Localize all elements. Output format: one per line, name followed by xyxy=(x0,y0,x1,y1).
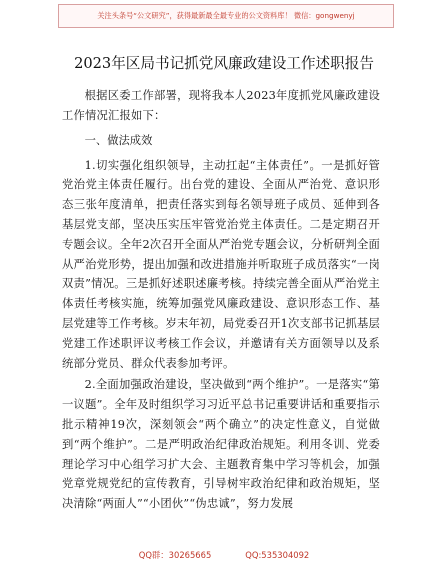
qq-group-text: QQ群：30265665 xyxy=(138,550,212,560)
intro-paragraph: 根据区委工作部署，现将我本人2023年度抓党风廉政建设工作情况汇报如下： xyxy=(62,89,380,122)
section-heading: 一、做法成效 xyxy=(84,133,153,147)
paragraph-2: 2.全面加强政治建设，坚决做到“两个维护”。一是落实“第一议题”。全年及时组织学习习近平总书记重要讲话和重要指示批示精神19次，深刻领会“两个确立”的决定性意义，自觉做到“两个维护”。二是严明政治纪律政治规矩。利用冬训、党委理论学习中心组学习扩大会、主题教育集中学习等机会，加强党章党规党纪的宣传教育，引导树牢政治纪律和政治规矩，坚决清除“两面人”“小团伙”“伪忠诚”，努力发展 xyxy=(62,378,380,511)
promo-banner-text: 关注头条号“公文研究”，获得最新最全最专业的公文资料库！ 微信：gongwenyj xyxy=(97,11,355,20)
qq-text: QQ:535304092 xyxy=(245,550,310,560)
contact-footer xyxy=(0,549,448,561)
document-title: 2023年区局书记抓党风廉政建设工作述职报告 xyxy=(74,55,374,72)
promo-banner xyxy=(58,4,394,28)
document-body xyxy=(62,86,380,514)
paragraph-1: 1.切实强化组织领导，主动扛起“主体责任”。一是抓好管党治党主体责任履行。出台党的建设、全面从严治党、意识形态三张年度清单，把责任落实到每名领导班子成员、延伸到各基层党支部，坚决压实压牢管党治党主体责任。二是定期召开专题会议。全年2次召开全面从严治党专题会议，分析研判全面从严治党形势，提出加强和改进措施并听取班子成员落实“一岗双责”情况。三是抓好述职述廉考核。持续完善全面从严治党主体责任考核实施，统筹加强党风廉政建设、意识形态工作、基层党建等工作考核。岁末年初，局党委召开1次支部书记抓基层党建工作述职评议考核工作会议，并邀请有关方面领导以及系统部分党员、群众代表参加考评。 xyxy=(62,158,380,370)
